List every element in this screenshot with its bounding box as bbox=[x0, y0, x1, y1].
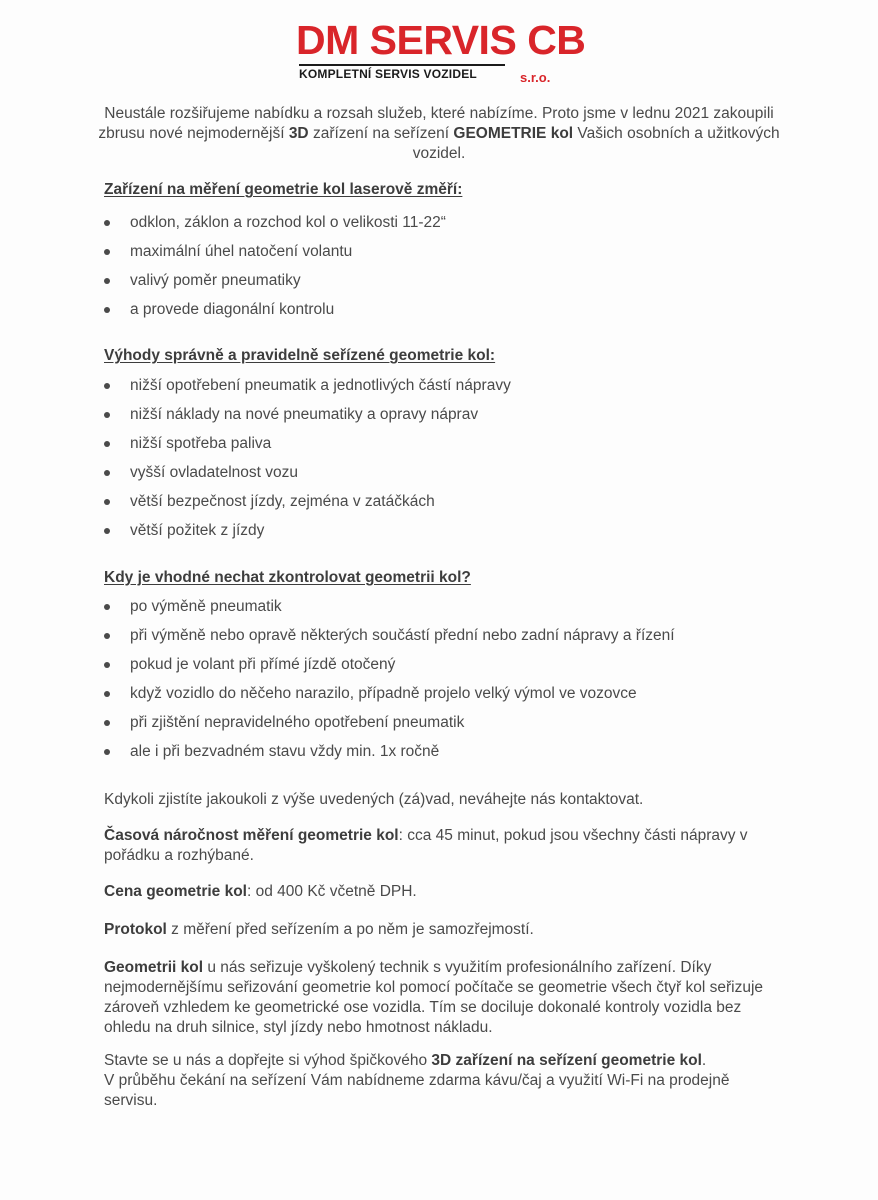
bullet-icon bbox=[104, 720, 110, 726]
technician-paragraph bbox=[104, 958, 784, 1038]
price-label: Cena geometrie kol bbox=[104, 883, 247, 900]
list-item-text: při výměně nebo opravě některých součástí přední nebo zadní nápravy a řízení bbox=[130, 627, 675, 644]
logo-suffix: s.r.o. bbox=[520, 70, 551, 85]
bullet-icon bbox=[104, 499, 110, 505]
bullet-icon bbox=[104, 604, 110, 610]
logo-subtitle: KOMPLETNÍ SERVIS VOZIDEL bbox=[299, 67, 477, 81]
duration-text: : cca 45 minut, pokud jsou všechny části nápravy v pořádku a rozhýbané. bbox=[104, 827, 748, 864]
list-item bbox=[0, 655, 878, 684]
price-text: : od 400 Kč včetně DPH. bbox=[247, 883, 417, 900]
list-item bbox=[0, 742, 878, 771]
intro-text-1: Neustále rozšiřujeme nabídku a rozsah služeb, které nabízíme. Proto jsme v lednu 2021 zakoupili zbrusu nové nejmodernější bbox=[98, 105, 774, 142]
duration-label: Časová náročnost měření geometrie kol bbox=[104, 827, 399, 844]
list-item-text: po výměně pneumatik bbox=[130, 598, 282, 615]
duration-paragraph bbox=[104, 826, 784, 866]
list-item-text: větší bezpečnost jízdy, zejména v zatáčkách bbox=[130, 493, 435, 510]
measurement-list bbox=[0, 213, 878, 329]
closing-text-3: V průběhu čekání na seřízení Vám nabídneme zdarma kávu/čaj a využití Wi-Fi na prodejně servisu. bbox=[104, 1072, 730, 1109]
benefits-list bbox=[0, 376, 878, 550]
list-item bbox=[0, 684, 878, 713]
bullet-icon bbox=[104, 412, 110, 418]
list-item-text: odklon, záklon a rozchod kol o velikosti 11-22“ bbox=[130, 214, 446, 231]
list-item-text: nižší spotřeba paliva bbox=[130, 435, 272, 452]
intro-text-2: zařízení na seřízení bbox=[308, 125, 454, 142]
intro-paragraph bbox=[80, 104, 798, 164]
list-item bbox=[0, 492, 878, 521]
list-item-text: valivý poměr pneumatiky bbox=[130, 272, 301, 289]
list-item bbox=[0, 300, 878, 329]
bullet-icon bbox=[104, 383, 110, 389]
list-item-text: ale i při bezvadném stavu vždy min. 1x ročně bbox=[130, 743, 440, 760]
list-item-text: pokud je volant při přímé jízdě otočený bbox=[130, 656, 396, 673]
list-item bbox=[0, 242, 878, 271]
section-heading-measurement: Zařízení na měření geometrie kol laserově změří: bbox=[104, 181, 463, 198]
list-item-text: maximální úhel natočení volantu bbox=[130, 243, 353, 260]
bullet-icon bbox=[104, 528, 110, 534]
list-item-text: při zjištění nepravidelného opotřebení pneumatik bbox=[130, 714, 465, 731]
protocol-paragraph bbox=[104, 920, 784, 940]
list-item bbox=[0, 713, 878, 742]
contact-paragraph: Kdykoli zjistíte jakoukoli z výše uvedených (zá)vad, neváhejte nás kontaktovat. bbox=[104, 791, 644, 808]
intro-bold-3d: 3D bbox=[288, 125, 309, 142]
section-heading-benefits: Výhody správně a pravidelně seřízené geometrie kol: bbox=[104, 347, 496, 364]
logo-main-text: DM SERVIS CB bbox=[296, 17, 586, 63]
bullet-icon bbox=[104, 307, 110, 313]
bullet-icon bbox=[104, 633, 110, 639]
list-item bbox=[0, 434, 878, 463]
list-item-text: nižší opotřebení pneumatik a jednotlivých částí nápravy bbox=[130, 377, 511, 394]
intro-bold-geometrie: GEOMETRIE kol bbox=[453, 125, 574, 142]
bullet-icon bbox=[104, 278, 110, 284]
technician-label: Geometrii kol bbox=[104, 959, 204, 976]
bullet-icon bbox=[104, 749, 110, 755]
protocol-label: Protokol bbox=[104, 921, 167, 938]
closing-text-2: . bbox=[701, 1052, 707, 1069]
closing-text-1: Stavte se u nás a dopřejte si výhod špičkového bbox=[104, 1052, 432, 1069]
list-item bbox=[0, 521, 878, 550]
bullet-icon bbox=[104, 691, 110, 697]
intro-text-3: Vašich osobních a užitkových vozidel. bbox=[412, 125, 780, 162]
bullet-icon bbox=[104, 249, 110, 255]
bullet-icon bbox=[104, 441, 110, 447]
section-heading-when: Kdy je vhodné nechat zkontrolovat geometrii kol? bbox=[104, 569, 471, 586]
closing-bold: 3D zařízení na seřízení geometrie kol bbox=[431, 1052, 702, 1069]
bullet-icon bbox=[104, 470, 110, 476]
list-item bbox=[0, 463, 878, 492]
protocol-text: z měření před seřízením a po něm je samozřejmostí. bbox=[166, 921, 534, 938]
list-item-text: když vozidlo do něčeho narazilo, případně projelo velký výmol ve vozovce bbox=[130, 685, 637, 702]
list-item-text: a provede diagonální kontrolu bbox=[130, 301, 335, 318]
technician-text: u nás seřizuje vyškolený technik s využitím profesionálního zařízení. Díky nejmodernějšímu seřizování geometrie kol pomocí počítače se geometrie všech čtyř kol seřizuje zároveň vzhledem ke geometrické ose vozidla. Tím se dociluje dokonalé kontroly vozidla bez ohledu na druh silnice, styl jízdy nebo hmotnost nákladu. bbox=[104, 959, 764, 1036]
closing-paragraph bbox=[104, 1051, 784, 1111]
company-logo bbox=[296, 17, 586, 85]
bullet-icon bbox=[104, 220, 110, 226]
bullet-icon bbox=[104, 662, 110, 668]
list-item bbox=[0, 597, 878, 626]
list-item bbox=[0, 271, 878, 300]
list-item-text: vyšší ovladatelnost vozu bbox=[130, 464, 299, 481]
price-paragraph bbox=[104, 882, 784, 902]
list-item-text: větší požitek z jízdy bbox=[130, 522, 265, 539]
list-item bbox=[0, 626, 878, 655]
logo-underline bbox=[299, 64, 505, 66]
list-item bbox=[0, 405, 878, 434]
list-item-text: nižší náklady na nové pneumatiky a opravy náprav bbox=[130, 406, 479, 423]
when-list bbox=[0, 597, 878, 771]
list-item bbox=[0, 376, 878, 405]
list-item bbox=[0, 213, 878, 242]
